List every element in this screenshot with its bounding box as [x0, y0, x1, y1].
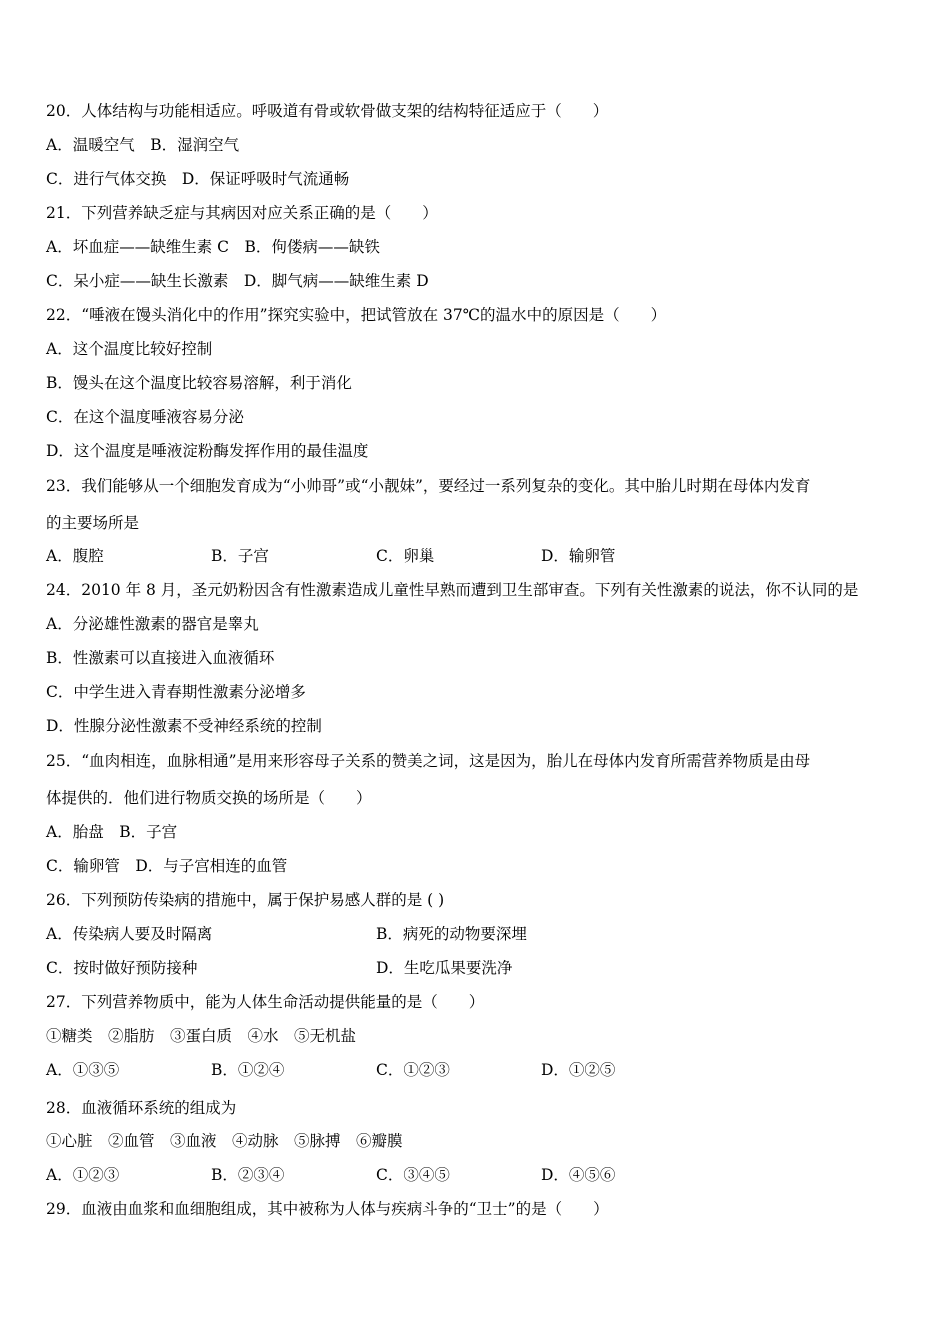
question-28-option-d: D．④⑤⑥ — [541, 1166, 616, 1184]
question-21-options-ab: A．坏血症——缺维生素 C B．佝偻病——缺铁 — [46, 238, 380, 256]
question-22-option-a: A．这个温度比较好控制 — [46, 340, 213, 358]
question-26-stem: 26．下列预防传染病的措施中，属于保护易感人群的是 ( ) — [46, 891, 445, 909]
question-27-option-c: C．①②③ — [376, 1061, 450, 1079]
question-25-stem-line1: 25．“血肉相连，血脉相通”是用来形容母子关系的赞美之词，这是因为，胎儿在母体内发育所需营养物质是由母 — [46, 752, 811, 770]
question-26-options-ab — [46, 924, 706, 944]
question-28-option-b: B．②③④ — [211, 1166, 285, 1184]
question-26-option-c: C．按时做好预防接种 — [46, 959, 198, 977]
question-25-stem-line2: 体提供的．他们进行物质交换的场所是（ ） — [46, 789, 372, 807]
question-25-options-ab: A．胎盘 B．子宫 — [46, 823, 178, 841]
question-22-stem: 22．“唾液在馒头消化中的作用”探究实验中，把试管放在 37℃的温水中的原因是（ ） — [46, 306, 667, 324]
question-23-option-c: C．卵巢 — [376, 547, 435, 565]
question-25-options-cd: C．输卵管 D．与子宫相连的血管 — [46, 857, 288, 875]
question-22-option-c: C．在这个温度唾液容易分泌 — [46, 408, 244, 426]
question-23-options — [46, 546, 706, 566]
question-23-stem-line2: 的主要场所是 — [46, 514, 140, 532]
question-24-option-b: B．性激素可以直接进入血液循环 — [46, 649, 275, 667]
question-27-option-d: D．①②⑤ — [541, 1061, 616, 1079]
question-21-options-cd: C．呆小症——缺生长激素 D．脚气病——缺维生素 D — [46, 272, 429, 290]
question-24-option-c: C．中学生进入青春期性激素分泌增多 — [46, 683, 306, 701]
question-28-option-c: C．③④⑤ — [376, 1166, 450, 1184]
question-27-items: ①糖类 ②脂肪 ③蛋白质 ④水 ⑤无机盐 — [46, 1027, 357, 1045]
question-28-option-a: A．①②③ — [46, 1166, 120, 1184]
question-21-stem: 21．下列营养缺乏症与其病因对应关系正确的是（ ） — [46, 204, 438, 222]
question-23-option-b: B．子宫 — [211, 547, 269, 565]
question-27-option-b: B．①②④ — [211, 1061, 285, 1079]
question-20-stem: 20．人体结构与功能相适应。呼吸道有骨或软骨做支架的结构特征适应于（ ） — [46, 102, 609, 120]
question-27-option-a: A．①③⑤ — [46, 1061, 120, 1079]
question-20-options-ab: A．温暖空气 B．湿润空气 — [46, 136, 240, 154]
question-24-stem: 24．2010 年 8 月，圣元奶粉因含有性激素造成儿童性早熟而遭到卫生部审查。下列有关性激素的说法，你不认同的是 — [46, 581, 859, 599]
question-24-option-d: D．性腺分泌性激素不受神经系统的控制 — [46, 717, 322, 735]
question-28-items: ①心脏 ②血管 ③血液 ④动脉 ⑤脉搏 ⑥瓣膜 — [46, 1132, 403, 1150]
question-27-stem: 27．下列营养物质中，能为人体生命活动提供能量的是（ ） — [46, 993, 485, 1011]
question-22-option-d: D．这个温度是唾液淀粉酶发挥作用的最佳温度 — [46, 442, 369, 460]
question-23-stem-line1: 23．我们能够从一个细胞发育成为“小帅哥”或“小靓妹”，要经过一系列复杂的变化。其中胎儿时期在母体内发育 — [46, 477, 811, 495]
question-29-stem: 29．血液由血浆和血细胞组成，其中被称为人体与疾病斗争的“卫士”的是（ ） — [46, 1200, 609, 1218]
question-24-option-a: A．分泌雄性激素的器官是睾丸 — [46, 615, 259, 633]
question-26-option-d: D．生吃瓜果要洗净 — [376, 959, 513, 977]
question-28-options — [46, 1165, 706, 1185]
question-27-options — [46, 1060, 706, 1080]
question-26-option-a: A．传染病人要及时隔离 — [46, 925, 213, 943]
question-26-options-cd — [46, 958, 706, 978]
question-28-stem: 28．血液循环系统的组成为 — [46, 1099, 237, 1117]
question-23-option-d: D．输卵管 — [541, 547, 616, 565]
question-23-option-a: A．腹腔 — [46, 547, 104, 565]
question-20-options-cd: C．进行气体交换 D．保证呼吸时气流通畅 — [46, 170, 350, 188]
question-26-option-b: B．病死的动物要深埋 — [376, 925, 527, 943]
question-22-option-b: B．馒头在这个温度比较容易溶解，利于消化 — [46, 374, 352, 392]
